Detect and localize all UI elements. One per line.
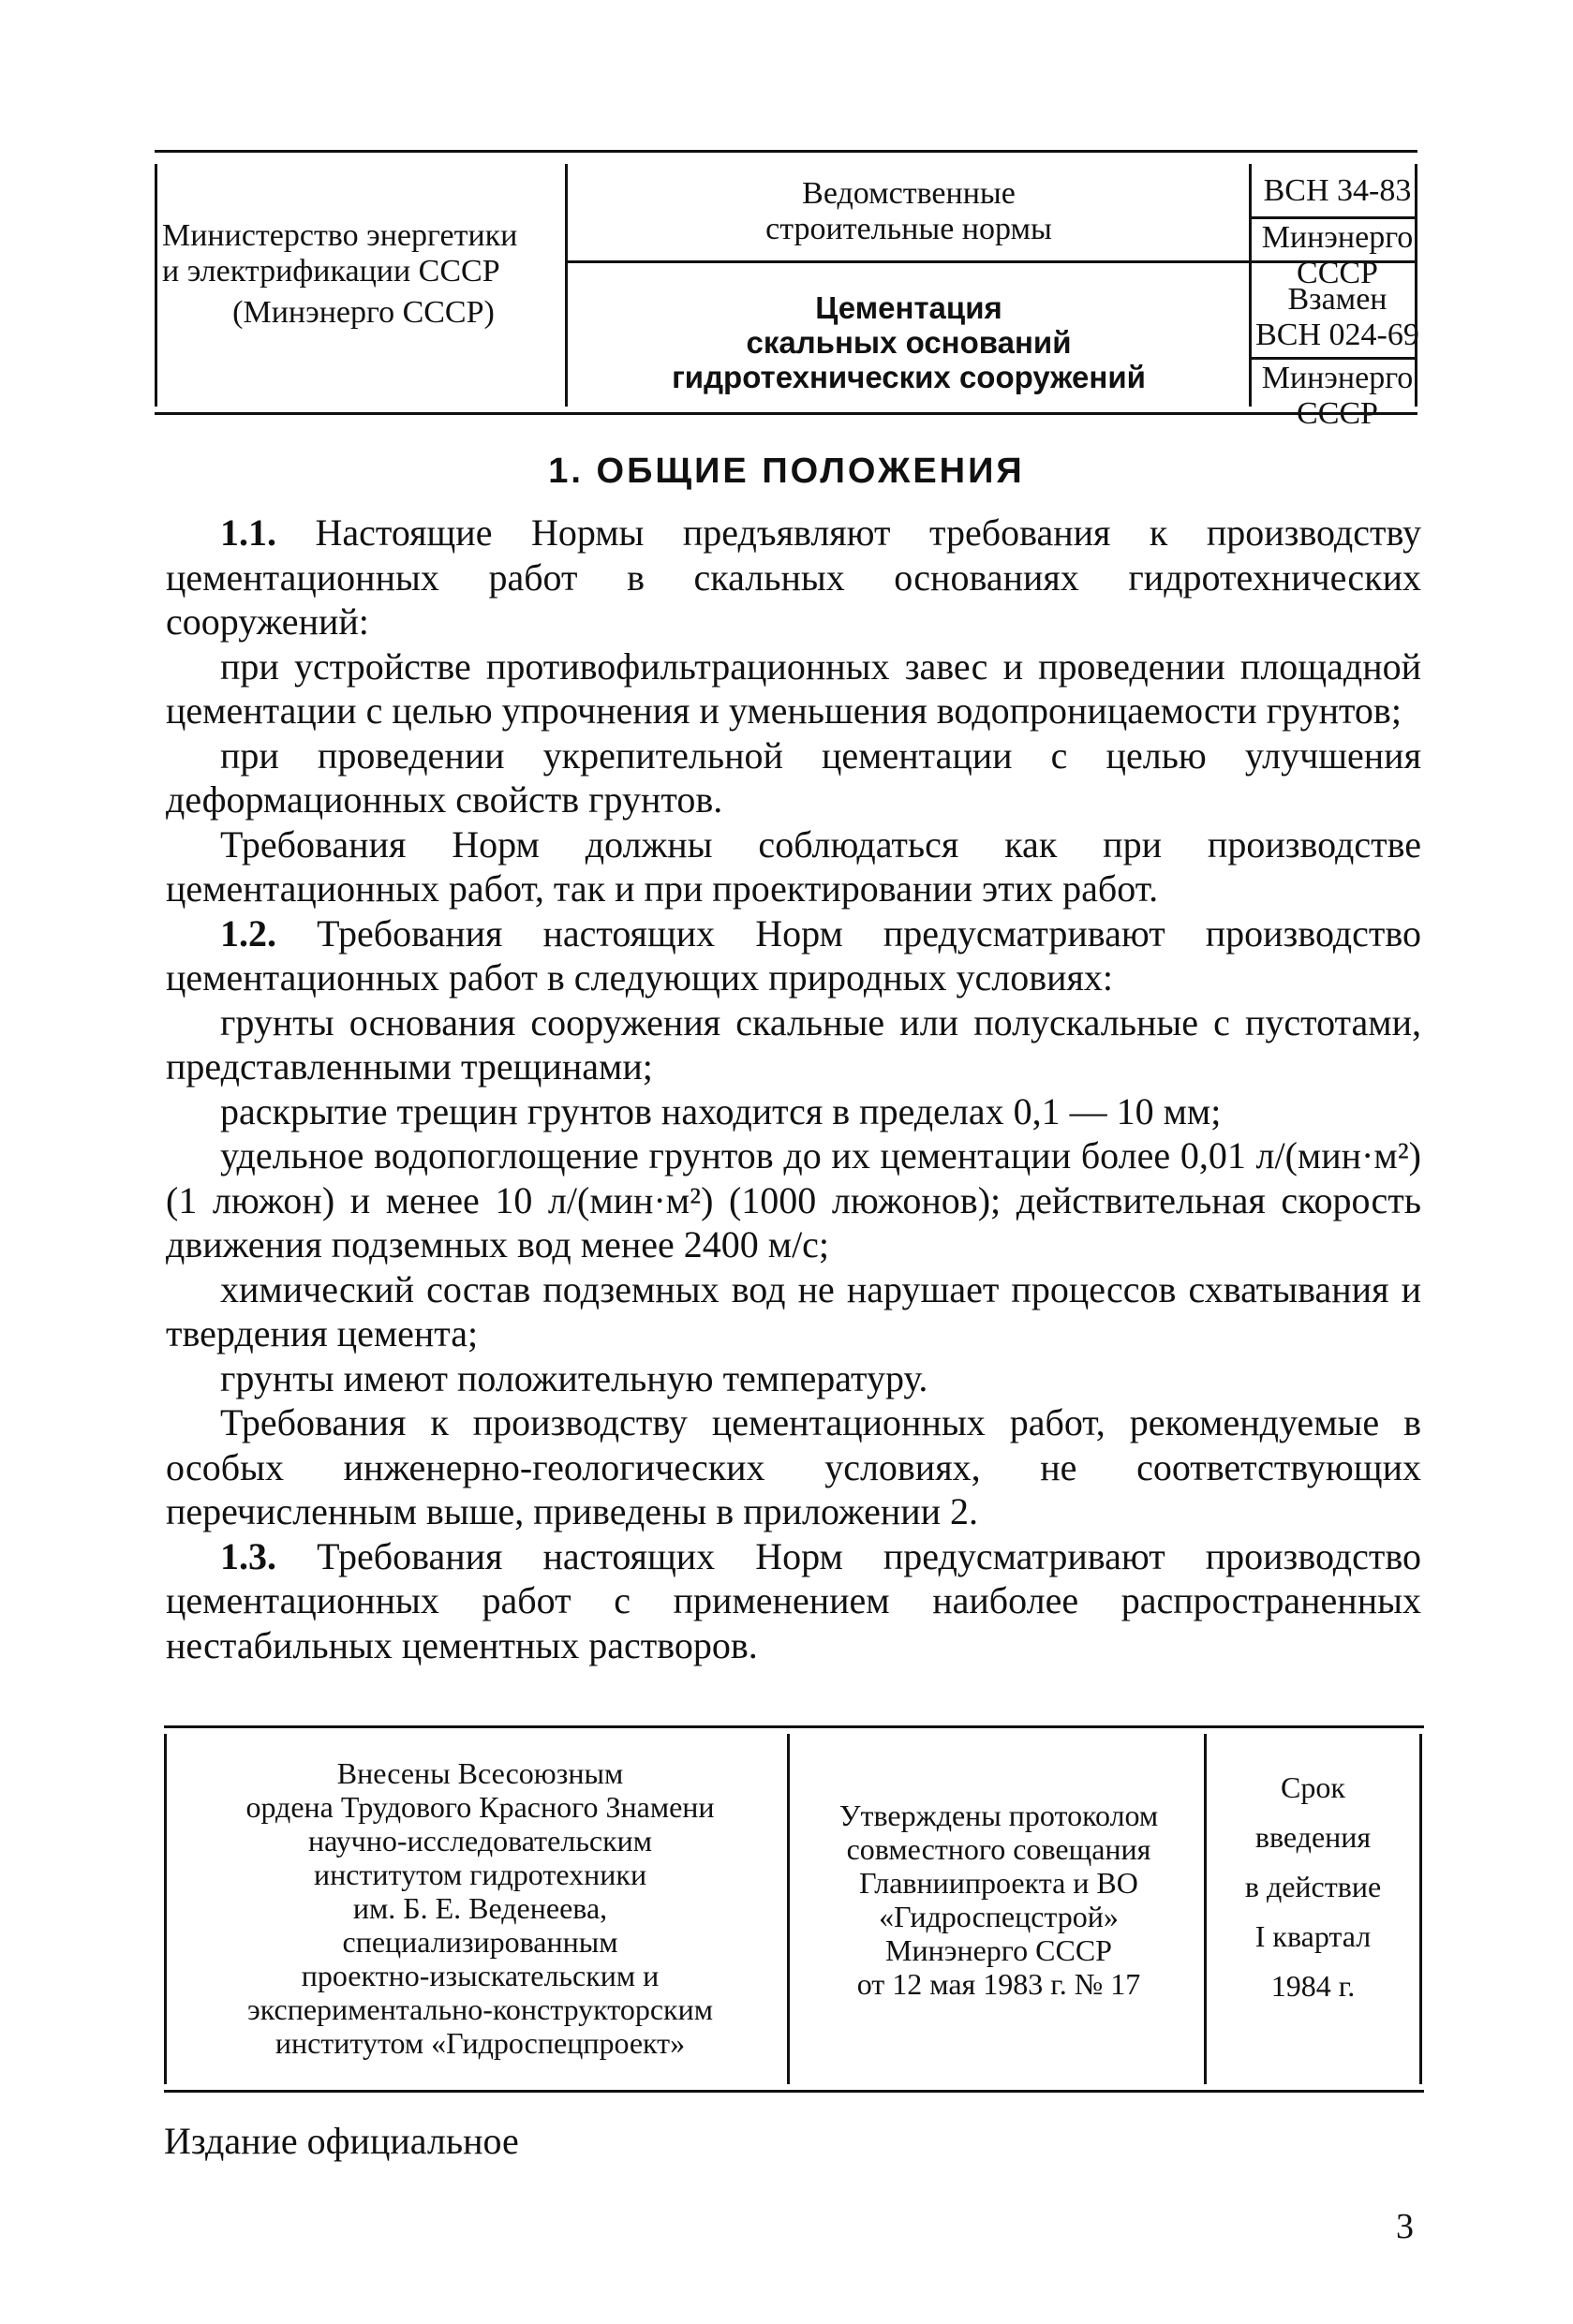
paragraph-text: Требования Норм должны соблюдаться как при производстве цементационных работ, так и при проектировании этих работ. [166, 822, 1421, 910]
section-title: 1. ОБЩИЕ ПОЛОЖЕНИЯ [548, 451, 1025, 491]
page-number: 3 [1396, 2207, 1414, 2246]
footer-border-right [1419, 1734, 1422, 2084]
footer-divider-1 [787, 1734, 790, 2084]
ministry-line3: (Минэнерго СССР) [232, 295, 495, 331]
paragraph [166, 822, 1421, 911]
replaces-label: Взамен [1287, 282, 1388, 317]
paragraph-text: раскрытие трещин грунтов находится в пределах 0,1 — 10 мм; [220, 1089, 1222, 1132]
paragraph-text: удельное водопоглощение грунтов до их цементации более 0,01 л/(мин·м²) (1 люжон) и менее 10 л/(мин·м²) (1000 люжонов); действительная скорость движения подземных вод менее 2400 м/с; [166, 1134, 1421, 1266]
paragraph [166, 511, 1421, 644]
footer-table [164, 1725, 1424, 2093]
paragraph [166, 1133, 1421, 1267]
header-divider-2 [1249, 164, 1252, 407]
approved-by-cell [794, 1799, 1204, 2001]
submitted-line: специализированным [342, 1925, 618, 1959]
code-rule [1249, 216, 1417, 219]
paragraph-text: Требования к производству цементационных работ, рекомендуемые в особых инженерно-геологических условиях, не соответствующих перечисленным выше, приведены в приложении 2. [166, 1401, 1421, 1532]
body-text [166, 511, 1421, 1667]
ministry-line2: и электрификации СССР [162, 254, 500, 289]
approved-line: «Гидроспецстрой» [879, 1900, 1119, 1933]
clause-number: 1.1. [220, 511, 276, 554]
footer-border-left [164, 1734, 167, 2084]
term-line: 1984 г. [1270, 1969, 1356, 2003]
doc-code: ВСН 34-83 [1263, 173, 1412, 208]
doc-type-cell [571, 176, 1246, 247]
approved-line: совместного совещания [846, 1832, 1151, 1866]
paragraph-text: при проведении укрепительной цементации с целью улучшения деформационных свойств грунтов. [166, 733, 1421, 821]
paragraph [166, 1534, 1421, 1668]
replaces-code: ВСН 024-69 [1255, 318, 1419, 352]
submitted-line: Внесены Всесоюзным [336, 1756, 624, 1790]
submitted-line: научно-исследовательским [307, 1824, 653, 1858]
edition-note: Издание официальное [164, 2120, 519, 2162]
paragraph [166, 1356, 1421, 1401]
ministry-cell [162, 218, 565, 331]
effective-date-cell [1207, 1770, 1419, 2019]
header-table [155, 150, 1419, 432]
doc-type-line2: строительные нормы [765, 212, 1052, 247]
paragraph [166, 1267, 1421, 1356]
doc-type-line1: Ведомственные [802, 176, 1016, 211]
paragraph [166, 1400, 1421, 1534]
doc-title-cell [571, 291, 1246, 395]
paragraph [166, 1089, 1421, 1134]
term-line: I квартал [1254, 1919, 1372, 1953]
submitted-line: институтом «Гидроспецпроект» [275, 2026, 686, 2060]
submitted-line: экспериментально-конструкторским [247, 1992, 713, 2026]
paragraph-text: Требования настоящих Норм предусматривают производство цементационных работ с применением наиболее распространенных нестабильных цементных растворов. [166, 1534, 1422, 1666]
paragraph-text: грунты основания сооружения скальные или полускальные с пустотами, представленными трещинами; [166, 1000, 1421, 1088]
doc-code-org: Минэнерго СССР [1261, 220, 1414, 291]
doc-title-line3: гидротехнических сооружений [672, 359, 1146, 394]
approved-line: от 12 мая 1983 г. № 17 [856, 1967, 1141, 2001]
clause-number: 1.3. [220, 1534, 276, 1577]
paragraph [166, 1000, 1421, 1089]
doc-title-line1: Цементация [815, 290, 1002, 325]
header-border-left [155, 164, 157, 407]
doc-title-line2: скальных оснований [746, 324, 1072, 360]
paragraph-text: при устройстве противофильтрационных завес и проведении площадной цементации с целью упрочнения и уменьшения водопроницаемости грунтов; [166, 644, 1421, 732]
paragraph [166, 644, 1421, 733]
paragraph [166, 911, 1421, 1000]
approved-line: Минэнерго СССР [885, 1933, 1112, 1967]
term-line: введения [1254, 1820, 1372, 1854]
submitted-line: институтом гидротехники [313, 1858, 647, 1891]
approved-line: Утверждены протоколом [838, 1799, 1159, 1832]
submitted-line: ордена Трудового Красного Знамени [245, 1790, 715, 1824]
header-mid-rule [565, 260, 1249, 263]
submitted-by-cell [173, 1756, 787, 2060]
paragraph-text: Требования настоящих Норм предусматривают производство цементационных работ в следующих природных условиях: [166, 911, 1422, 999]
header-divider-1 [565, 164, 568, 407]
ministry-line1: Министерство энергетики [162, 218, 518, 253]
term-line: Срок [1281, 1770, 1345, 1804]
paragraph-text: химический состав подземных вод не нарушает процессов схватывания и твердения цемента; [166, 1267, 1421, 1354]
approved-line: Главниипроекта и ВО [859, 1866, 1138, 1900]
submitted-line: проектно-изыскательским и [301, 1959, 660, 1992]
paragraph-text: грунты имеют положительную температуру. [220, 1356, 928, 1399]
submitted-line: им. Б. Е. Веденеева, [352, 1891, 608, 1925]
replaces-org: Минэнерго СССР [1261, 361, 1414, 432]
paragraph-text: Настоящие Нормы предъявляют требования к производству цементационных работ в скальных основаниях гидротехнических сооружений: [166, 511, 1422, 643]
clause-number: 1.2. [220, 911, 276, 955]
paragraph [166, 733, 1421, 822]
replaces-org-rule [1249, 357, 1417, 360]
term-line: в действие [1244, 1870, 1382, 1903]
